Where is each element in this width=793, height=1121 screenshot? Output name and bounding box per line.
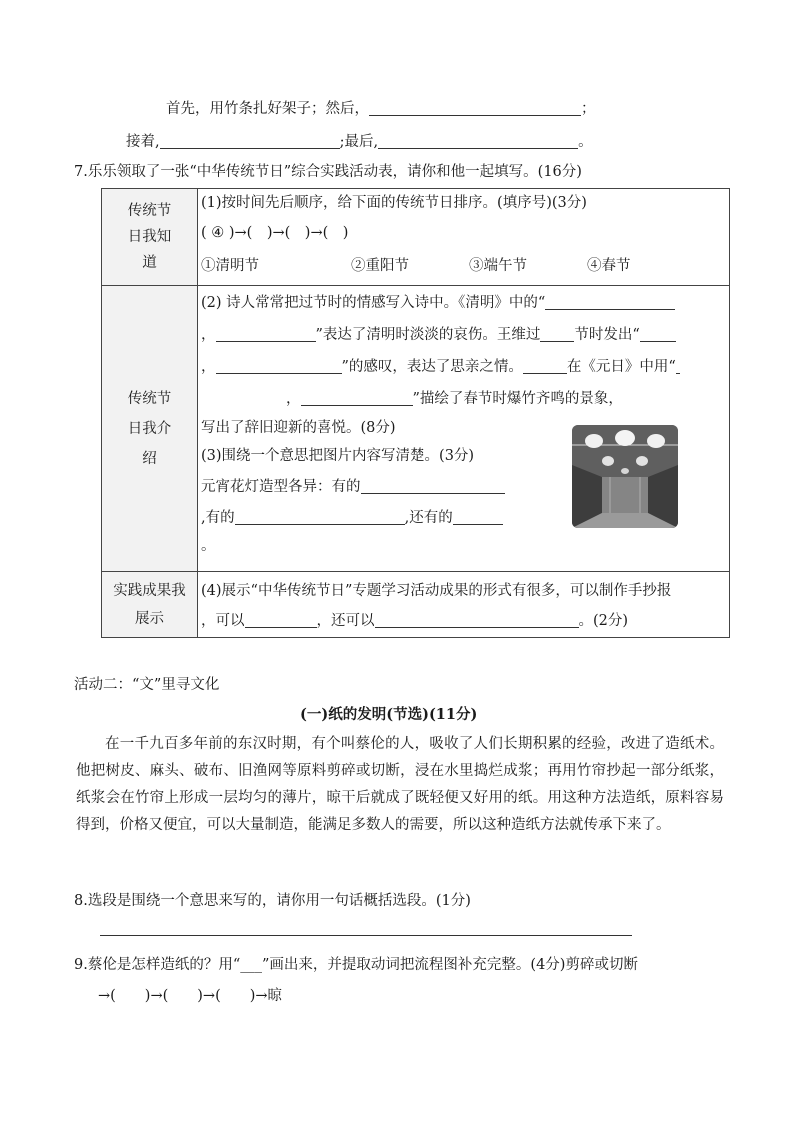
answer-blank[interactable]	[640, 325, 676, 342]
q7-3-instruction: (3)围绕一个意思把图片内容写清楚。(3分)	[201, 448, 475, 464]
punct: ；	[581, 101, 596, 117]
q7-2-line-3	[201, 355, 680, 376]
answer-blank[interactable]	[361, 477, 505, 494]
result-prompt: 。(2分)	[578, 613, 629, 629]
steps-line-2-mid: ;最后,	[339, 134, 379, 150]
steps-line-2-text: 接着,	[126, 134, 160, 150]
q7-title: 7.乐乐领取了一张“中华传统节日”综合实践活动表，请你和他一起填写。(16分)	[74, 164, 582, 180]
passage-body: 在一千九百多年前的东汉时期，有个叫蔡伦的人，吸收了人们长期积累的经验，改进了造纸术。他把树皮、麻头、破布、旧渔网等原料剪碎或切断，浸在水里捣烂成浆；再用竹帘抄起一部分纸浆，纸浆会在竹帘上形成一层均匀的薄片，晾干后就成了既轻便又好用的纸。用这种方法造纸，原料容易得到，价格又便宜，可以大量制造，能满足多数人的需要，所以这种造纸方法就传承下来了。	[76, 736, 724, 833]
steps-line-1	[166, 97, 596, 118]
poem-text: 节时发出“	[574, 327, 640, 343]
q8-text: 8.选段是围绕一个意思来写的，请你用一句话概括选段。(1分)	[74, 893, 471, 909]
row-content	[198, 572, 730, 638]
lantern-prompt: ,有的	[201, 510, 235, 526]
table-row	[102, 572, 730, 638]
activity2-heading: 活动二：“文”里寻文化	[74, 677, 220, 693]
answer-blank[interactable]	[160, 132, 340, 149]
answer-blank[interactable]	[245, 611, 317, 628]
answer-blank[interactable]	[523, 357, 567, 374]
q9-flowchart[interactable]: →( )→( )→( )→晾	[98, 988, 283, 1004]
answer-blank[interactable]	[375, 611, 579, 628]
table-row	[102, 189, 730, 286]
q7-3-line-1	[201, 475, 505, 496]
result-prompt: ，可以	[201, 613, 245, 629]
q9-text: 9.蔡伦是怎样造纸的？用“___”画出来，并提取动词把流程图补充完整。(4分)剪碎或切断	[74, 957, 638, 973]
result-prompt: ，还可以	[316, 613, 375, 629]
q7-1-instruction: (1)按时间先后顺序，给下面的传统节日排序。(填序号)(3分)	[201, 195, 587, 211]
punct: 。	[578, 134, 593, 150]
q7-3-line-3: 。	[201, 538, 216, 554]
lantern-photo-icon	[572, 425, 678, 528]
row-label-text: 传统节日我介绍	[127, 390, 172, 467]
q8-answer-line[interactable]	[100, 935, 632, 936]
q7-2-line-5: 写出了辞旧迎新的喜悦。(8分)	[201, 420, 396, 436]
row-label-text: 实践成果我展示	[113, 582, 186, 627]
q7-4-line-2	[201, 609, 628, 630]
answer-blank[interactable]	[216, 357, 342, 374]
activity-table	[101, 188, 730, 638]
q7-3-line-2	[201, 506, 503, 527]
punct: ，	[201, 327, 216, 343]
answer-blank[interactable]	[369, 99, 581, 116]
steps-line-2	[126, 130, 593, 151]
answer-blank[interactable]	[540, 325, 574, 342]
poem-text: ”表达了清明时淡淡的哀伤。王维过	[315, 327, 541, 343]
answer-blank[interactable]	[235, 508, 405, 525]
poem-text: ”的感叹，表达了思亲之情。	[341, 359, 523, 375]
passage-title: (一)纸的发明(节选)(11分)	[300, 706, 478, 723]
lantern-prompt: ,还有的	[404, 510, 453, 526]
row-label	[102, 189, 198, 286]
row-content	[198, 189, 730, 286]
punct: ，	[201, 359, 216, 375]
answer-blank[interactable]	[453, 508, 503, 525]
poem-text: ”描绘了春节时爆竹齐鸣的景象，	[412, 391, 623, 407]
q7-4-line-1: (4)展示“中华传统节日”专题学习活动成果的形式有很多，可以制作手抄报	[201, 583, 672, 599]
answer-blank[interactable]	[378, 132, 578, 149]
lantern-prompt: 元宵花灯造型各异：有的	[201, 479, 361, 495]
row-label	[102, 286, 198, 572]
option-qingming: ①清明节	[201, 258, 259, 274]
option-chongyang: ②重阳节	[351, 258, 409, 274]
option-duanwu: ③端午节	[469, 258, 527, 274]
answer-blank[interactable]	[301, 389, 413, 406]
q7-1-sequence[interactable]: ( ④ )→( )→( )→( )	[201, 225, 349, 241]
answer-blank[interactable]	[216, 325, 316, 342]
lantern-photo-svg	[572, 425, 678, 528]
q7-2-line-2	[201, 323, 676, 344]
row-label	[102, 572, 198, 638]
q7-2-line-4	[286, 387, 623, 408]
row-label-text: 传统节日我知道	[127, 203, 172, 271]
poem-prompt: (2) 诗人常常把过节时的情感写入诗中。《清明》中的“	[201, 295, 546, 311]
q7-2-line-1	[201, 291, 675, 312]
answer-blank[interactable]	[545, 293, 675, 310]
answer-blank[interactable]	[676, 357, 680, 374]
poem-text: 在《元日》中用“	[566, 359, 676, 375]
steps-line-1-text: 首先，用竹条扎好架子；然后，	[166, 101, 369, 117]
punct: ，	[286, 391, 301, 407]
option-chunjie: ④春节	[587, 258, 631, 274]
